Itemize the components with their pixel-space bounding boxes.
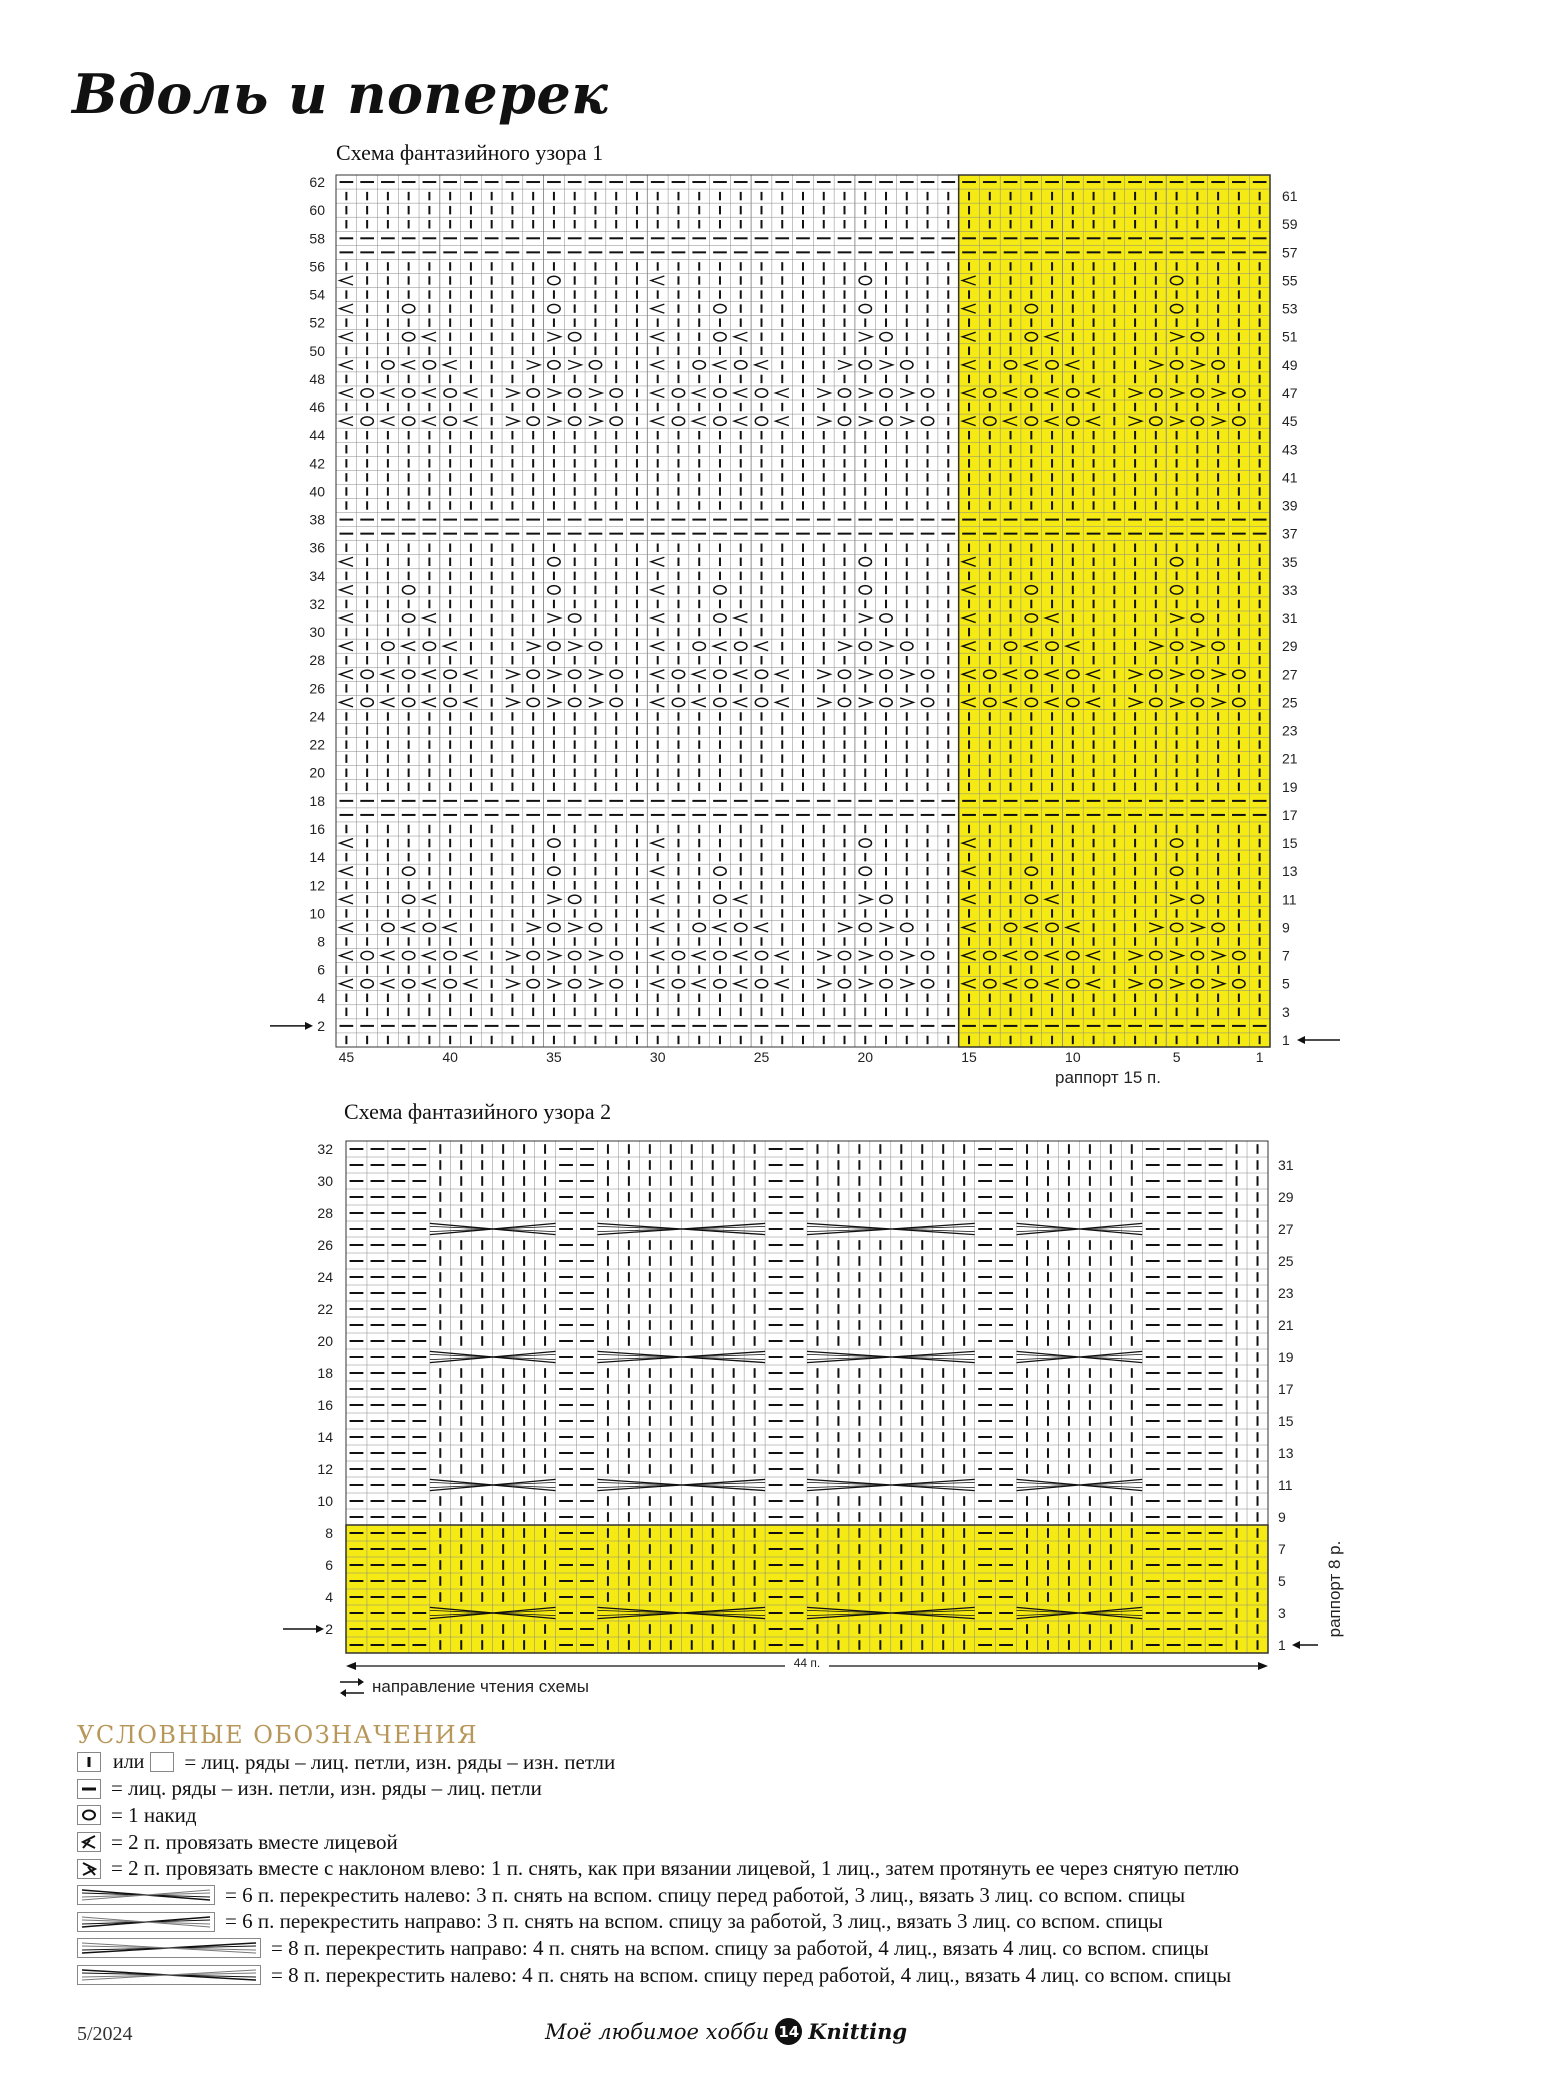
chart1-col-label: 15 [961,1049,977,1065]
legend-heading: УСЛОВНЫЕ ОБОЗНАЧЕНИЯ [77,1721,479,1749]
chart1-row-label: 22 [309,736,325,753]
chart2-row-label: 15 [1278,1413,1294,1429]
legend-text: = 2 п. провязать вместе лицевой [111,1829,398,1854]
chart2-row-label: 23 [1278,1285,1294,1301]
chart1-row-label: 38 [309,511,325,528]
ssk-icon [77,1859,101,1879]
chart2-repeat-label: раппорт 8 р. [1325,1540,1344,1638]
direction-left-arrowhead-icon [340,1689,346,1697]
chart1-row-label: 12 [309,877,325,894]
cable8-right-icon [77,1938,261,1958]
chart1-row-label: 34 [309,567,325,584]
chart1-row-label: 7 [1282,947,1290,964]
chart2-row-label: 7 [1278,1541,1286,1557]
purl-stitch-icon [77,1779,101,1799]
row1-arrowhead-icon [1292,1641,1300,1649]
chart1-row-label: 46 [309,399,325,416]
chart1-row-label: 53 [1282,300,1298,317]
legend-item-ssk [77,1855,1517,1882]
chart1-row-label: 58 [309,230,325,247]
legend-or-word: или [113,1750,145,1773]
chart1-row-label: 56 [309,258,325,275]
k2tog-icon [77,1832,101,1852]
chart1-row-label: 26 [309,680,325,697]
chart2-row-label: 6 [325,1557,333,1573]
chart1-row-label: 35 [1282,553,1298,570]
chart1-col-label: 1 [1255,1049,1264,1065]
chart1-row-label: 49 [1282,356,1298,373]
chart1-row-label: 17 [1282,806,1298,823]
chart1-row-label: 2 [317,1017,325,1034]
chart2-row-label: 27 [1278,1221,1294,1237]
legend-item-cable8-right [77,1935,1517,1962]
chart1-row-label: 29 [1282,638,1298,655]
chart1-row-label: 41 [1282,469,1298,486]
legend-text: = 8 п. перекрестить направо: 4 п. снять на вспом. спицу за работой, 4 лиц., вязать 4 лиц. со вспом. спицы [271,1935,1209,1960]
width-arrowhead-left-icon [346,1662,356,1670]
chart1-row-label: 25 [1282,694,1298,711]
page-title: Вдоль и поперек [72,62,609,126]
chart1-row-label: 36 [309,539,325,556]
reading-direction-label: направление чтения схемы [372,1677,589,1696]
yarn-over-icon [77,1805,101,1825]
chart2-row-label: 4 [325,1589,333,1605]
chart1-row-label: 19 [1282,778,1298,795]
chart2-row-label: 3 [1278,1605,1286,1621]
chart1-row-label: 15 [1282,835,1298,852]
chart2-row-label: 16 [317,1397,333,1413]
chart2-row-label: 30 [317,1173,333,1189]
chart1-row-label: 11 [1282,891,1297,908]
legend-text: = 6 п. перекрестить налево: 3 п. снять на вспом. спицу перед работой, 3 лиц., вязать 3 лиц. со вспом. спицы [225,1882,1186,1907]
chart2-width-label: 44 п. [793,1656,821,1670]
chart2-row-label: 5 [1278,1573,1286,1589]
chart1-repeat-label: раппорт 15 п. [1055,1068,1161,1087]
knit-stitch-icon [77,1752,101,1772]
chart2-row-label: 12 [317,1461,333,1477]
chart2-row-label: 2 [325,1621,333,1637]
chart1-col-label: 20 [857,1049,874,1065]
legend-item-cable6-right [77,1909,1517,1936]
chart1-row-label: 52 [309,314,325,331]
chart1-row-label: 1 [1282,1031,1290,1048]
chart1-row-label: 47 [1282,385,1298,401]
chart2-row-label: 9 [1278,1509,1286,1525]
chart1-row-label: 21 [1282,750,1298,767]
chart2-row-label: 26 [317,1237,333,1253]
row2-arrowhead-icon [316,1625,324,1633]
chart1-row-label: 27 [1282,666,1298,683]
footer-magazine: Моё любимое хобби [545,2019,770,2044]
chart1-row-label: 10 [309,905,325,922]
chart1-row-label: 50 [309,342,325,359]
chart2-row-label: 21 [1278,1317,1294,1333]
chart1-row-label: 43 [1282,441,1298,458]
chart2-row-label: 28 [317,1205,333,1221]
chart1-row-label: 33 [1282,581,1298,598]
chart1-row-label: 59 [1282,216,1298,233]
chart2-row-label: 14 [317,1429,333,1445]
chart1-row-label: 31 [1282,610,1298,627]
chart1-row-label: 57 [1282,244,1298,261]
legend-text: = 2 п. провязать вместе с наклоном влево: 1 п. снять, как при вязании лицевой, 1 лиц., затем протянуть ее через снятую петлю [111,1856,1240,1881]
footer-section: Knitting [808,2019,908,2044]
legend-item-k2tog [77,1829,1517,1856]
chart2-row-label: 24 [317,1269,333,1285]
chart1-row-label: 55 [1282,272,1298,289]
chart1-col-label: 10 [1065,1049,1081,1065]
legend-text: = лиц. ряды – лиц. петли, изн. ряды – изн. петли [184,1749,616,1774]
chart1-col-label: 35 [546,1049,562,1065]
chart1-col-label: 25 [753,1049,770,1065]
chart1-row-label: 51 [1282,328,1298,345]
legend-text: = 8 п. перекрестить налево: 4 п. снять на вспом. спицу перед работой, 4 лиц., вязать 4 лиц. со вспом. спицы [271,1962,1232,1987]
chart2-row-label: 10 [317,1493,333,1509]
chart1-row-label: 3 [1282,1003,1290,1020]
width-arrowhead-right-icon [1258,1662,1268,1670]
chart2-row-label: 20 [317,1333,333,1349]
legend-item-knit [77,1749,1517,1776]
chart2-row-label: 8 [325,1525,333,1541]
blank-stitch-icon [150,1752,174,1772]
chart1-row-label: 8 [317,933,325,950]
chart2-row-label: 11 [1278,1477,1293,1493]
chart1-row-label: 24 [309,708,325,725]
chart2-row-label: 32 [317,1141,333,1157]
chart1-row-label: 37 [1282,525,1298,542]
chart1-row-label: 62 [309,174,325,191]
chart1-row-label: 42 [309,455,325,472]
footer-date: 5/2024 [77,2023,133,2045]
chart2-row-label: 22 [317,1301,333,1317]
chart1-row-label: 60 [309,202,325,219]
footer-brand [545,2018,907,2045]
chart2-row-label: 13 [1278,1445,1294,1461]
chart1-row-label: 48 [309,370,325,387]
chart1-row-label: 39 [1282,497,1298,514]
chart1-row-label: 20 [309,764,325,781]
chart1-row-label: 13 [1282,863,1298,880]
chart2-row-label: 17 [1278,1381,1294,1397]
chart1-row-label: 6 [317,961,325,978]
legend-list [77,1749,1517,1988]
chart2-row-label: 29 [1278,1189,1294,1205]
chart1-row-label: 16 [309,821,325,837]
legend-item-purl [77,1776,1517,1803]
legend-text: = 6 п. перекрестить направо: 3 п. снять на вспом. спицу за работой, 3 лиц., вязать 3 лиц. со вспом. спицы [225,1909,1163,1934]
chart1-row-label: 18 [309,792,325,809]
chart2-caption: Схема фантазийного узора 2 [344,1099,612,1124]
chart1-row-label: 45 [1282,413,1298,430]
chart1-row-label: 14 [309,849,325,866]
chart1-row-label: 23 [1282,722,1298,739]
chart2-row-label: 25 [1278,1253,1294,1269]
chart2-row-label: 1 [1278,1637,1286,1653]
chart1-row-label: 54 [309,286,325,303]
chart1-col-label: 45 [338,1049,355,1065]
legend-item-yarn-over [77,1802,1517,1829]
chart1-row-label: 28 [309,652,325,669]
chart1-row-label: 4 [317,989,325,1006]
chart1-col-label: 5 [1172,1049,1181,1065]
chart1-row-label: 9 [1282,919,1290,936]
legend-item-cable8-left [77,1962,1517,1989]
cable8-left-icon [77,1965,261,1985]
chart1-row-label: 44 [309,427,325,444]
chart1-col-label: 30 [649,1049,666,1065]
legend-item-cable6-left [77,1882,1517,1909]
chart2-row-label: 19 [1278,1349,1294,1365]
page-number-badge: 14 [775,2018,802,2045]
direction-right-arrowhead-icon [358,1678,364,1686]
legend-text: = лиц. ряды – изн. петли, изн. ряды – лиц. петли [111,1776,542,1801]
chart1-row-label: 32 [309,595,325,612]
chart1-row-label: 5 [1282,975,1290,992]
chart1-row-label: 30 [309,624,325,641]
chart1-caption: Схема фантазийного узора 1 [336,140,604,165]
chart2-row-label: 18 [317,1365,333,1381]
cable6-left-icon [77,1885,215,1905]
chart1-col-label: 40 [442,1049,458,1065]
cable6-right-icon [77,1912,215,1932]
chart1-row-label: 61 [1282,188,1298,205]
legend-text: = 1 накид [111,1802,197,1827]
chart1-row-label: 40 [309,483,325,500]
chart2-row-label: 31 [1278,1157,1294,1173]
